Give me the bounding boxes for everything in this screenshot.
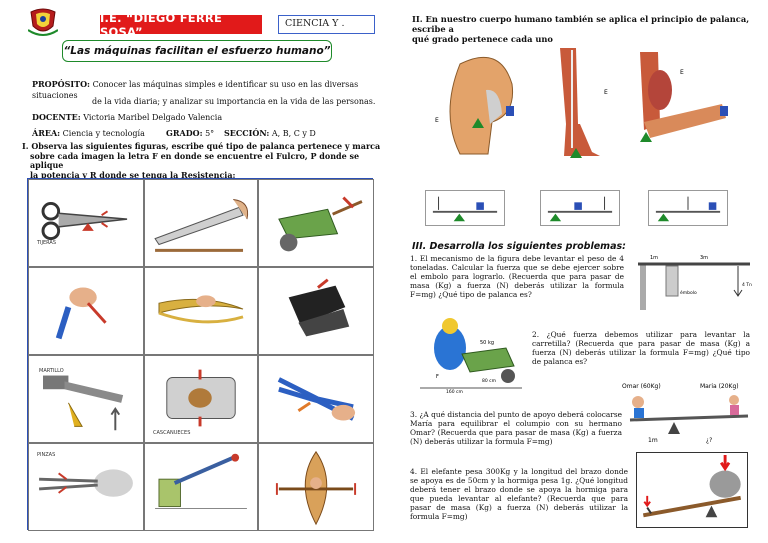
purpose-label: PROPÓSITO:: [32, 79, 91, 89]
subject-box: [278, 15, 375, 34]
head-neck-lever-figure: [430, 44, 530, 162]
press-d1: 1m: [650, 255, 659, 261]
wheelbarrow-problem-figure: [410, 314, 528, 394]
instruction-2: [412, 14, 762, 44]
pliers-image: [258, 355, 374, 443]
seesaw-maria: Maria (20Kg): [700, 383, 739, 390]
section-value: A, B, C y D: [271, 129, 316, 138]
scissors-icon: [29, 180, 143, 266]
subject-name: CIENCIA Y .: [285, 18, 345, 29]
press-d2: 3m: [700, 255, 709, 261]
teacher-label: DOCENTE:: [32, 112, 81, 122]
wheelbarrow-icon: [259, 180, 373, 266]
problem-2-text: 2. ¿Qué fuerza debemos utilizar para levantar la carretilla? (Recuerda que para pasar de masa (Kg) a fuerza (N) deberás utilizar la formula F=mg) ¿Qué tipo de palanca es?: [532, 330, 750, 366]
instruction-1-line1: I. Observa las siguientes figuras, escribe qué tipo de palanca pertenece y marca: [22, 141, 381, 151]
fig-label-e1: E: [435, 117, 439, 124]
tongs-image: [144, 267, 258, 355]
hammer-image: [28, 355, 144, 443]
area-row: [32, 128, 182, 139]
problem-1-text: 1. El mecanismo de la figura debe levantar el peso de 4 toneladas. Calcular la fuerza que se debe ejercer sobre el embolo para lograrlo. (Recuerda que para pasar de masa (Kg) a fuerza (N) deberás utilizar la formula F=mg) ¿Qué tipo de palanca es?: [410, 254, 624, 299]
section3-title: III. Desarrolla los siguientes problemas:: [412, 241, 626, 252]
instruction-1: [22, 142, 382, 180]
teacher-row: [32, 112, 332, 123]
area-value: Ciencia y tecnología: [62, 129, 145, 138]
press-mechanism-figure: [630, 250, 758, 312]
school-crest-icon: [28, 6, 58, 38]
scissors-image: [28, 179, 144, 267]
tongs-icon: [145, 268, 257, 354]
barrow-mass: 50 kg: [480, 340, 495, 346]
section-row: [224, 128, 364, 139]
wheelbarrow-image: [258, 179, 374, 267]
barrow-d1: 80 cm: [482, 379, 497, 384]
worksheet-title: “Las máquinas facilitan el esfuerzo humano”: [63, 45, 331, 57]
elephant-ant-figure: [636, 452, 748, 528]
worksheet-title-box: [62, 40, 332, 62]
section-label: SECCIÓN:: [224, 128, 270, 138]
lever-box-image: [144, 443, 258, 531]
saw-icon: [145, 180, 257, 266]
area-label: ÁREA:: [32, 128, 61, 138]
problem-3-text: 3. ¿A qué distancia del punto de apoyo deberá colocarse María para equilibrar el columpio con su hermano Omar? (Recuerda que para pasar de masa (Kg) a fuerza (N) deberás utilizar la formula F=mg): [410, 410, 622, 446]
grade-value: 5°: [205, 129, 215, 138]
rowing-boat-icon: [259, 444, 373, 530]
tweezers-image: [28, 443, 144, 531]
instruction-2-line1: II. En nuestro cuerpo humano también se aplica el principio de palanca, escribe a: [412, 14, 750, 34]
purpose-line1: Conocer las máquinas simples e identificar su uso en las diversas situaciones: [32, 80, 359, 100]
seesaw-omar: Omar (60Kg): [622, 383, 661, 390]
bottle-opener-icon: [29, 268, 143, 354]
fig-label-e3: E: [680, 69, 684, 76]
arm-lever-figure: [630, 44, 740, 162]
label-cascanueces: CASCANUECES: [153, 430, 191, 436]
label-tijeras: TIJERAS: [37, 240, 57, 246]
press-w: 4 Tn: [742, 283, 752, 288]
school-name-banner: [100, 10, 262, 39]
press-emb: émbolo: [680, 291, 697, 296]
lever-diagram-1: [425, 190, 505, 226]
instruction-1-line3: la potencia y R donde se tenga la Resistencia:: [30, 169, 236, 180]
bottle-opener-image: [28, 267, 144, 355]
school-name: I.E. “DIEGO FERRÉ SOSA”: [100, 10, 223, 39]
lever-box-icon: [145, 444, 257, 530]
barrow-d2: 160 cm: [446, 390, 463, 394]
instruction-1-line2: sobre cada imagen la letra F en donde se encuentre el Fulcro, P donde se aplique: [30, 150, 360, 170]
purpose-line2: de la vida diaria; y analizar su importancia en la vida de las personas.: [92, 97, 376, 106]
grade-row: [166, 128, 226, 139]
saw-image: [144, 179, 258, 267]
fig-label-e2: E: [604, 89, 608, 96]
rowing-boat-image: [258, 443, 374, 531]
leg-lever-figure: [540, 44, 620, 162]
label-martillo: MARTILLO: [39, 368, 64, 374]
seesaw-d2: ¿?: [706, 437, 713, 444]
barrow-f: F: [436, 374, 439, 380]
nutcracker-image: [144, 355, 258, 443]
staple-remover-image: [258, 267, 374, 355]
problem-4-text: 4. El elefante pesa 300Kg y la longitud del brazo donde se apoya es de 50cm y la hormiga pesa 1g. ¿Qué longitud deberá tener el brazo donde se apoya la hormiga para que pueda levantar al elefante? (Recuerda que para pasar de masa (Kg) a fuerza (N) deberás utilizar la formula F=mg): [410, 467, 628, 521]
staple-remover-icon: [259, 268, 373, 354]
grade-label: GRADO:: [166, 128, 203, 138]
lever-images-grid: [27, 178, 373, 530]
teacher-name: Victoria Maribel Delgado Valencia: [83, 113, 223, 122]
pliers-icon: [259, 356, 373, 442]
lever-diagram-2: [540, 190, 620, 226]
seesaw-figure: [622, 380, 758, 446]
label-pinzas: PINZAS: [37, 452, 56, 458]
instruction-2-line2: qué grado pertenece cada uno: [412, 34, 553, 44]
lever-diagram-3: [648, 190, 728, 226]
seesaw-d1: 1m: [648, 437, 658, 444]
